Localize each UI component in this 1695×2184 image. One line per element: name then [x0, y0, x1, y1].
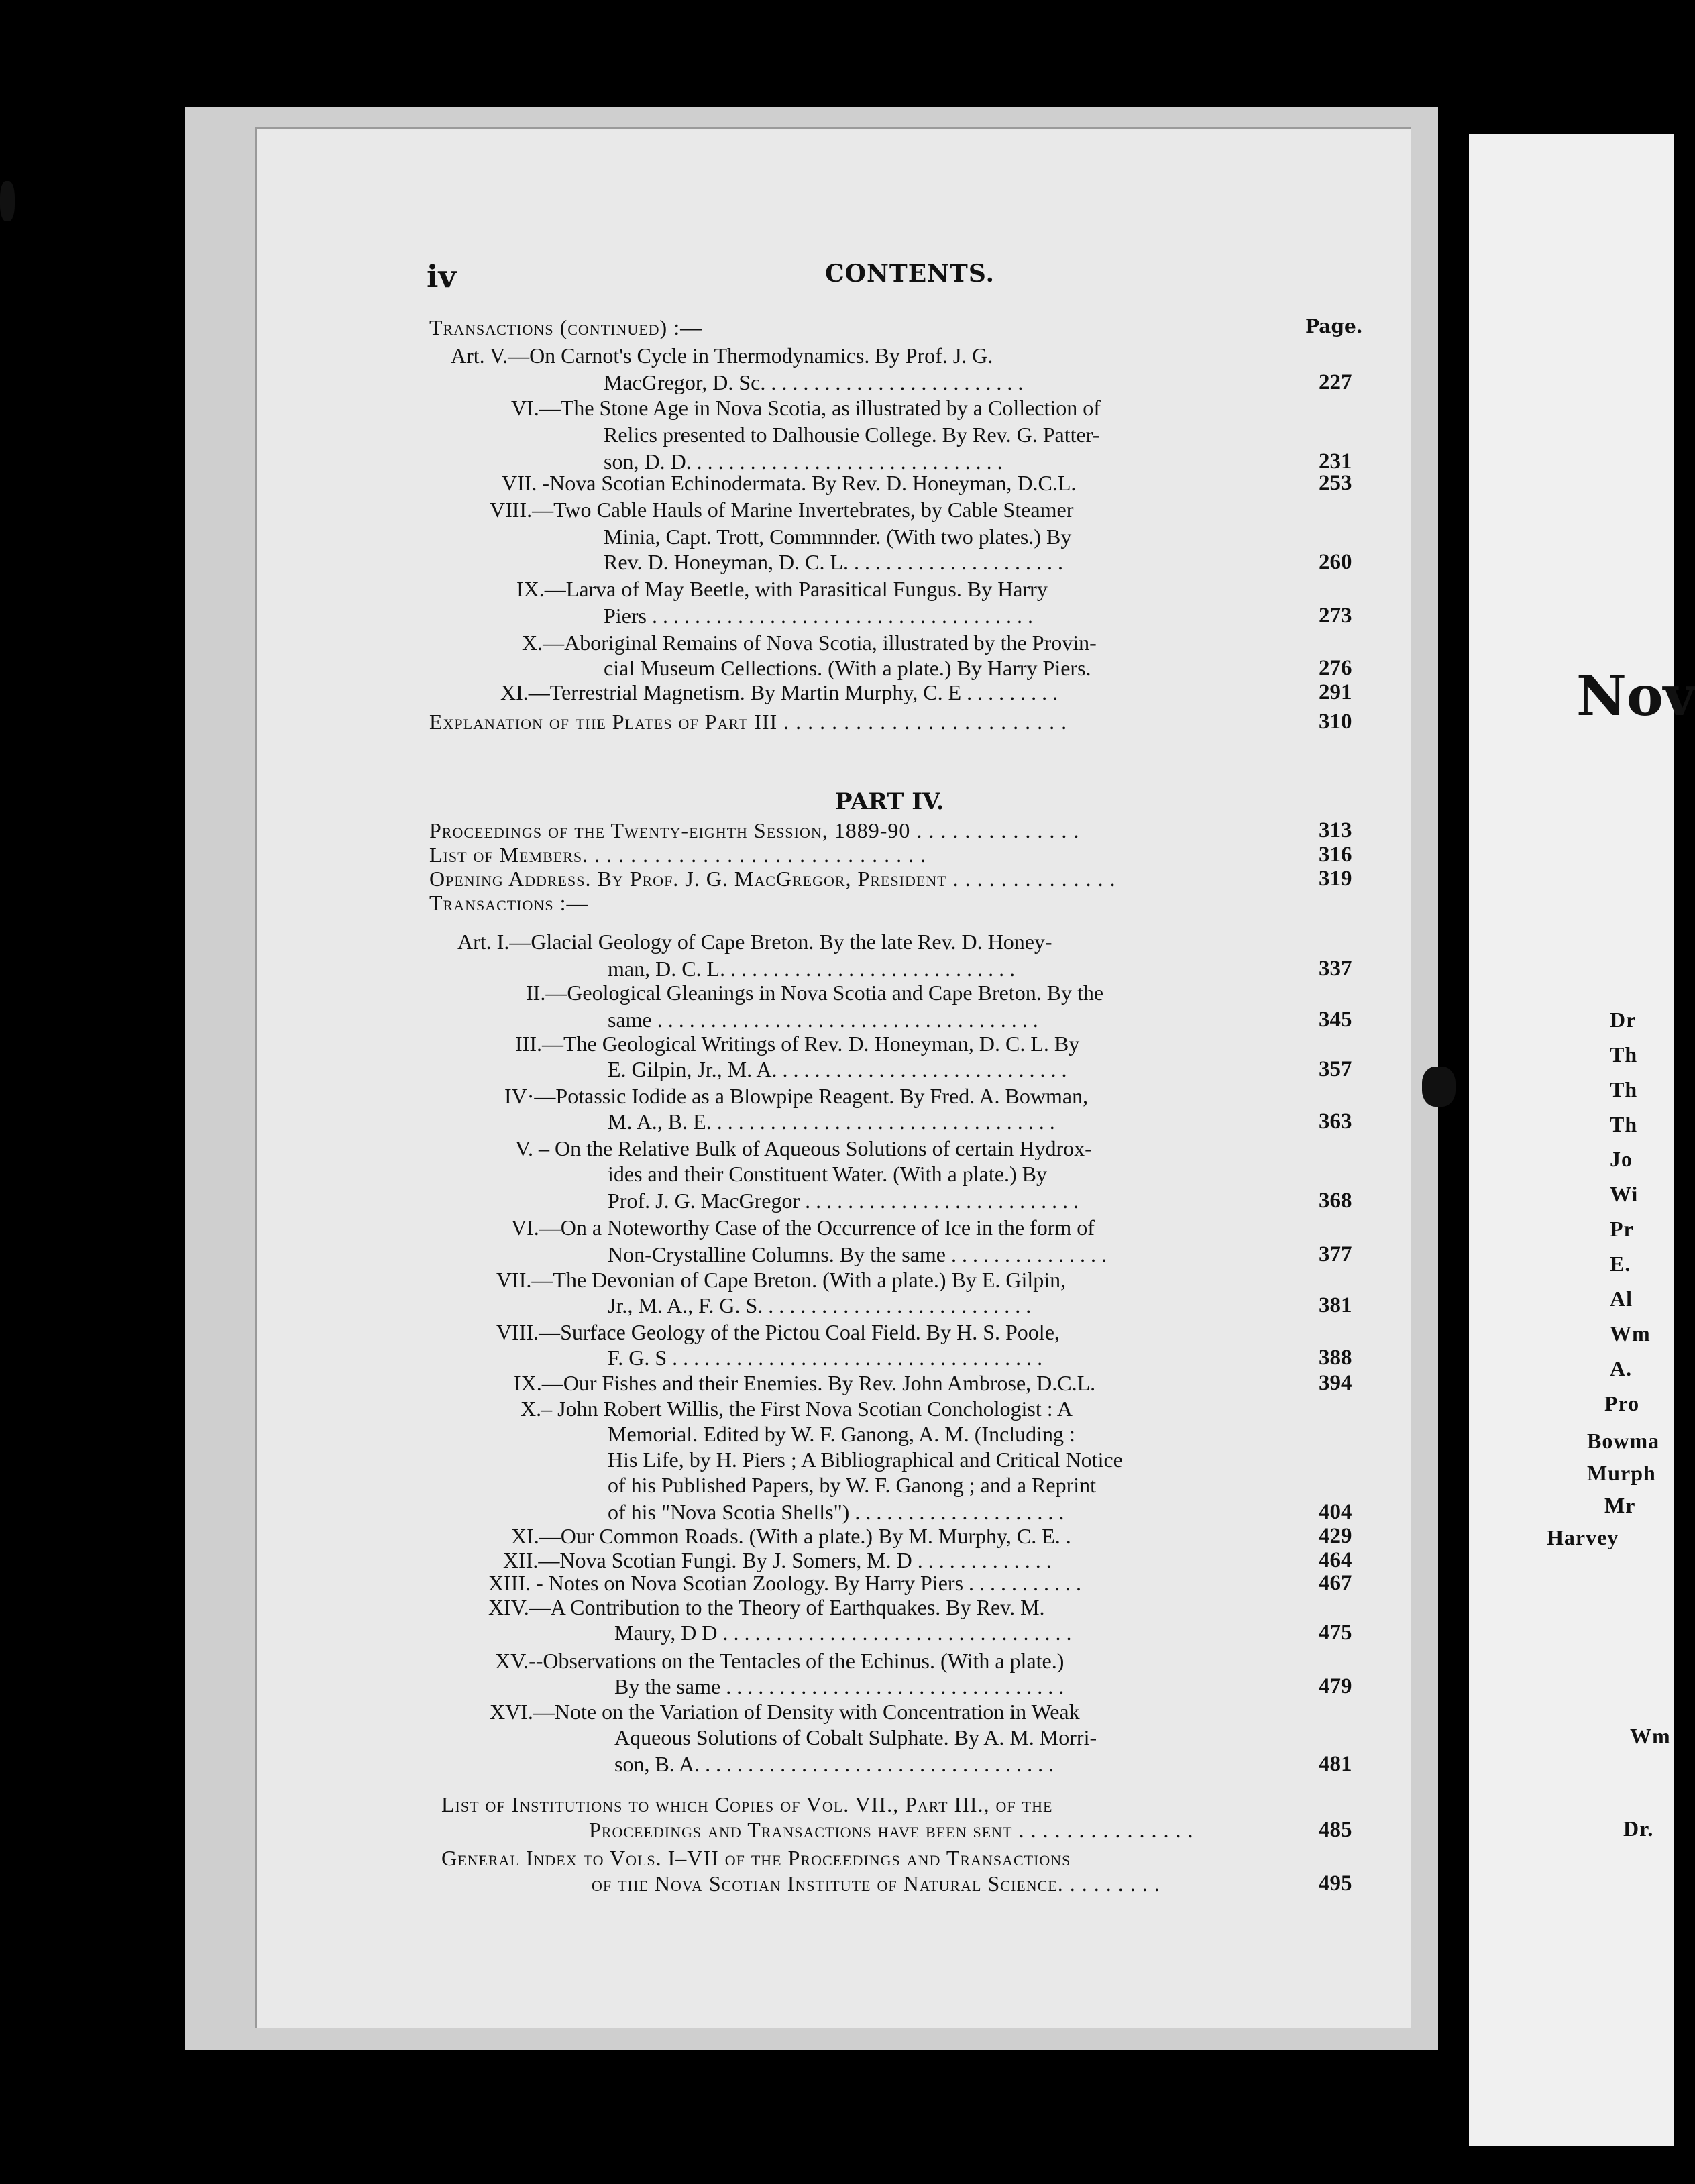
toc-entry-text: XV.--Observations on the Tentacles of the Echinus. (With a plate.)	[495, 1649, 1064, 1673]
toc-page-number: 276	[1319, 656, 1352, 680]
toc-page-number: 313	[1319, 818, 1352, 842]
toc-entry-text: F. G. S . . . . . . . . . . . . . . . . . . . . . . . . . . . . . . . . . . .	[608, 1346, 1043, 1370]
toc-entry-text: Non-Crystalline Columns. By the same . . . . . . . . . . . . . . .	[608, 1242, 1107, 1266]
toc-page-number: 273	[1319, 604, 1352, 628]
toc-entry-text: List of Members. . . . . . . . . . . . . . . . . . . . . . . . . . . . .	[429, 842, 927, 867]
toc-entry-text: General Index to Vols. I–VII of the Proceedings and Transactions	[441, 1846, 1071, 1870]
facing-page-fragment: Dr	[1610, 1007, 1637, 1032]
toc-entry-text: XI.—Terrestrial Magnetism. By Martin Murphy, C. E . . . . . . . . .	[500, 680, 1058, 704]
toc-entry-text: son, D. D. . . . . . . . . . . . . . . . . . . . . . . . . . . . . .	[604, 449, 1003, 474]
toc-entry-text: XIV.—A Contribution to the Theory of Earthquakes. By Rev. M.	[488, 1595, 1045, 1619]
facing-page-fragment: Pro	[1604, 1391, 1640, 1415]
toc-entry-text: IX.—Our Fishes and their Enemies. By Rev. John Ambrose, D.C.L.	[514, 1371, 1096, 1395]
page-edge-blot	[0, 181, 15, 221]
toc-entry-text: List of Institutions to which Copies of Vol. VII., Part III., of the	[441, 1792, 1053, 1816]
toc-entry-text: same . . . . . . . . . . . . . . . . . . . . . . . . . . . . . . . . . . . .	[608, 1007, 1038, 1032]
toc-entry-text: of his "Nova Scotia Shells") . . . . . . . . . . . . . . . . . . . .	[608, 1500, 1064, 1524]
toc-entry-text: VIII.—Two Cable Hauls of Marine Invertebrates, by Cable Steamer	[490, 498, 1074, 522]
toc-page-number: 316	[1319, 842, 1352, 867]
toc-entry-text: VII. -Nova Scotian Echinodermata. By Rev. D. Honeyman, D.C.L.	[502, 471, 1077, 495]
toc-entry-text: Aqueous Solutions of Cobalt Sulphate. By A. M. Morri-	[614, 1725, 1097, 1749]
toc-entry-text: of his Published Papers, by W. F. Ganong ; and a Reprint	[608, 1473, 1097, 1497]
toc-entry-text: His Life, by H. Piers ; A Bibliographical and Critical Notice	[608, 1448, 1123, 1472]
facing-page-fragment: Mr	[1604, 1493, 1636, 1517]
facing-page-fragment: Pr	[1610, 1217, 1634, 1241]
toc-page-number: 319	[1319, 867, 1352, 891]
facing-page-fragment: Th	[1610, 1077, 1638, 1101]
toc-page-number: 345	[1319, 1007, 1352, 1032]
toc-page-number: 394	[1319, 1371, 1352, 1395]
toc-entry-text: cial Museum Cellections. (With a plate.) By Harry Piers.	[604, 656, 1091, 680]
toc-entry-text: Explanation of the Plates of Part III . . . . . . . . . . . . . . . . . . . . . . . .	[429, 710, 1068, 734]
toc-page-number: 291	[1319, 680, 1352, 704]
toc-page-number: 429	[1319, 1524, 1352, 1548]
facing-page-fragment: Al	[1610, 1287, 1633, 1311]
toc-page-number: 377	[1319, 1242, 1352, 1266]
toc-entry-text: XVI.—Note on the Variation of Density with Concentration in Weak	[490, 1700, 1080, 1724]
toc-page-number: 368	[1319, 1189, 1352, 1213]
page-edge-blot	[1422, 1067, 1456, 1107]
facing-page-fragment: Bowma	[1587, 1429, 1660, 1453]
toc-entry-text: V. – On the Relative Bulk of Aqueous Solutions of certain Hydrox-	[515, 1136, 1092, 1160]
page-number: iv	[427, 258, 457, 294]
toc-entry-text: Art. V.—On Carnot's Cycle in Thermodynamics. By Prof. J. G.	[451, 343, 993, 368]
page-title: CONTENTS.	[825, 260, 995, 288]
facing-page-fragment: Jo	[1610, 1147, 1633, 1171]
toc-entry-text: son, B. A. . . . . . . . . . . . . . . . . . . . . . . . . . . . . . . . . .	[614, 1752, 1054, 1776]
toc-page-number: 231	[1319, 449, 1352, 474]
toc-page-number: 388	[1319, 1346, 1352, 1370]
toc-entry-text: By the same . . . . . . . . . . . . . . . . . . . . . . . . . . . . . . . .	[614, 1674, 1064, 1698]
toc-entry-text: ides and their Constituent Water. (With a plate.) By	[608, 1162, 1047, 1186]
toc-entry-text: III.—The Geological Writings of Rev. D. Honeyman, D. C. L. By	[515, 1032, 1080, 1056]
toc-entry-text: VIII.—Surface Geology of the Pictou Coal Field. By H. S. Poole,	[496, 1320, 1060, 1344]
toc-entry-text: Opening Address. By Prof. J. G. MacGregor, President . . . . . . . . . . . . . .	[429, 867, 1116, 891]
toc-page-number: 467	[1319, 1571, 1352, 1595]
toc-entry-text: Maury, D D . . . . . . . . . . . . . . . . . . . . . . . . . . . . . . . . .	[614, 1621, 1072, 1645]
toc-page-number: 310	[1319, 710, 1352, 734]
toc-page-number: 485	[1319, 1818, 1352, 1842]
toc-entry-text: IV·—Potassic Iodide as a Blowpipe Reagent. By Fred. A. Bowman,	[504, 1084, 1089, 1108]
toc-entry-text: Minia, Capt. Trott, Commnnder. (With two plates.) By	[604, 525, 1072, 549]
toc-entry-text: Jr., M. A., F. G. S. . . . . . . . . . . . . . . . . . . . . . . . . .	[608, 1293, 1032, 1317]
toc-entry-text: M. A., B. E. . . . . . . . . . . . . . . . . . . . . . . . . . . . . . . . .	[608, 1109, 1055, 1134]
page-column-label: Page.	[1305, 315, 1363, 337]
toc-page-number: 337	[1319, 957, 1352, 981]
toc-entry-text: II.—Geological Gleanings in Nova Scotia and Cape Breton. By the	[526, 981, 1104, 1005]
facing-page	[1469, 134, 1674, 2146]
toc-entry-text: Art. I.—Glacial Geology of Cape Breton. By the late Rev. D. Honey-	[457, 930, 1052, 954]
toc-page-number: 495	[1319, 1871, 1352, 1896]
toc-entry-text: Transactions (continued) :—	[429, 315, 703, 339]
toc-entry-text: X.– John Robert Willis, the First Nova Scotian Conchologist : A	[521, 1397, 1073, 1421]
toc-page-number: 253	[1319, 471, 1352, 495]
toc-entry-text: Proceedings of the Twenty-eighth Session, 1889-90 . . . . . . . . . . . . . .	[429, 818, 1080, 842]
facing-page-fragment: E.	[1610, 1252, 1631, 1276]
toc-entry-text: E. Gilpin, Jr., M. A. . . . . . . . . . . . . . . . . . . . . . . . . . . .	[608, 1057, 1067, 1081]
toc-page-number: 227	[1319, 370, 1352, 394]
toc-page-number: 464	[1319, 1548, 1352, 1572]
toc-entry-text: of the Nova Scotian Institute of Natural Science. . . . . . . . .	[592, 1871, 1160, 1896]
facing-page-fragment: Harvey	[1547, 1525, 1619, 1549]
toc-entry-text: Transactions :—	[429, 891, 589, 915]
toc-page-number: 475	[1319, 1621, 1352, 1645]
toc-entry-text: Rev. D. Honeyman, D. C. L. . . . . . . . . . . . . . . . . . . . .	[604, 550, 1063, 574]
toc-entry-text: XI.—Our Common Roads. (With a plate.) By M. Murphy, C. E. .	[511, 1524, 1071, 1548]
toc-entry-text: VI.—The Stone Age in Nova Scotia, as illustrated by a Collection of	[511, 396, 1101, 420]
toc-entry-text: Prof. J. G. MacGregor . . . . . . . . . . . . . . . . . . . . . . . . . .	[608, 1189, 1079, 1213]
part-heading: PART IV.	[835, 788, 944, 815]
toc-entry-text: IX.—Larva of May Beetle, with Parasitical Fungus. By Harry	[516, 577, 1048, 601]
toc-entry-text: Memorial. Edited by W. F. Ganong, A. M. (Including :	[608, 1422, 1075, 1446]
toc-entry-text: XII.—Nova Scotian Fungi. By J. Somers, M. D . . . . . . . . . . . . .	[503, 1548, 1052, 1572]
toc-page-number: 481	[1319, 1752, 1352, 1776]
toc-page-number: 404	[1319, 1500, 1352, 1524]
toc-page-number: 381	[1319, 1293, 1352, 1317]
toc-entry-text: Relics presented to Dalhousie College. By Rev. G. Patter-	[604, 423, 1100, 447]
toc-entry-text: MacGregor, D. Sc. . . . . . . . . . . . . . . . . . . . . . . . .	[604, 370, 1024, 394]
toc-entry-text: Proceedings and Transactions have been sent . . . . . . . . . . . . . . .	[589, 1818, 1194, 1842]
toc-entry-text: XIII. - Notes on Nova Scotian Zoology. By Harry Piers . . . . . . . . . . .	[488, 1571, 1082, 1595]
facing-page-fragment: Th	[1610, 1112, 1638, 1136]
facing-page-fragment: Murph	[1587, 1461, 1656, 1485]
toc-page-number: 357	[1319, 1057, 1352, 1081]
facing-page-fragment: Dr.	[1623, 1816, 1654, 1841]
toc-entry-text: VI.—On a Noteworthy Case of the Occurrence of Ice in the form of	[511, 1215, 1095, 1240]
toc-entry-text: VII.—The Devonian of Cape Breton. (With a plate.) By E. Gilpin,	[496, 1268, 1067, 1292]
toc-page-number: 260	[1319, 550, 1352, 574]
toc-page-number: 363	[1319, 1109, 1352, 1134]
toc-entry-text: X.—Aboriginal Remains of Nova Scotia, illustrated by the Provin-	[522, 631, 1097, 655]
facing-page-fragment: Wm	[1610, 1321, 1651, 1346]
facing-page-fragment: Th	[1610, 1042, 1638, 1067]
facing-page-fragment: Wi	[1610, 1182, 1639, 1206]
facing-page-title: Nov	[1576, 664, 1695, 728]
toc-page-number: 479	[1319, 1674, 1352, 1698]
facing-page-fragment: Wm	[1630, 1724, 1671, 1748]
facing-page-fragment: A.	[1610, 1356, 1633, 1380]
toc-entry-text: Piers . . . . . . . . . . . . . . . . . . . . . . . . . . . . . . . . . . . .	[604, 604, 1033, 628]
toc-entry-text: man, D. C. L. . . . . . . . . . . . . . . . . . . . . . . . . . . .	[608, 957, 1016, 981]
